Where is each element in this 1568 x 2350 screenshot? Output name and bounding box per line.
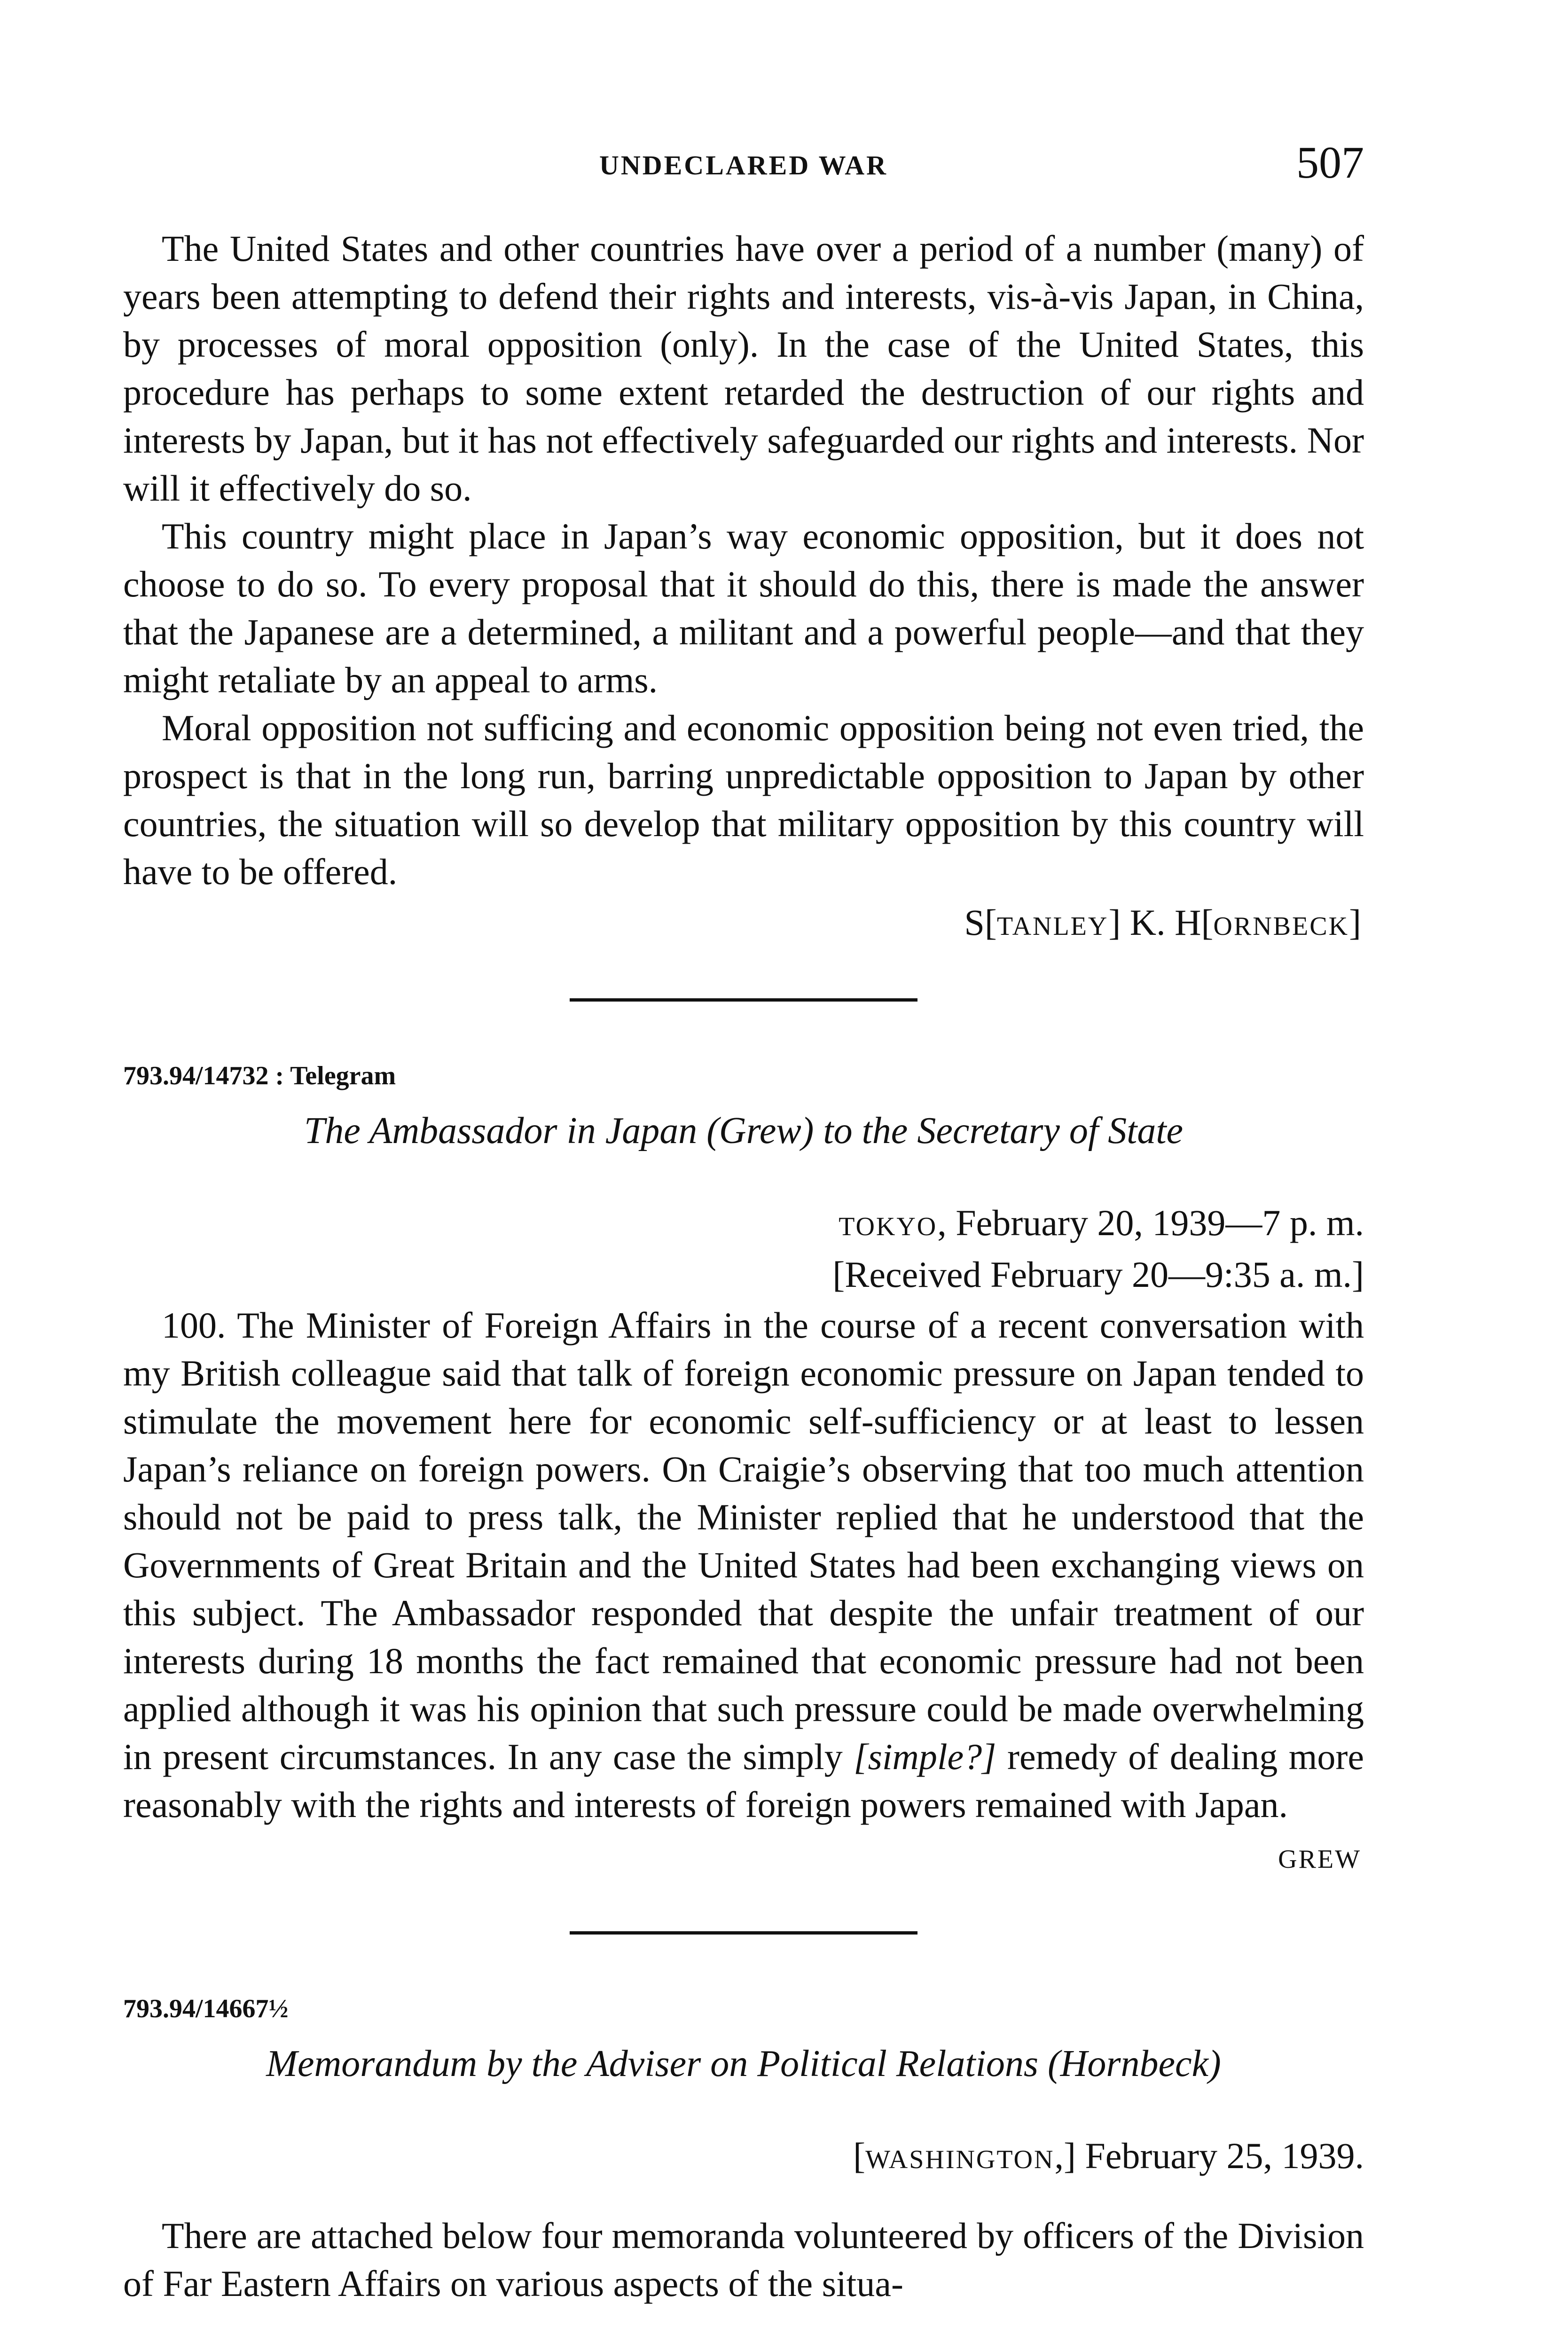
page-body [123, 225, 1364, 2308]
signature-part: ] K. H[ [1108, 902, 1214, 943]
document-title: Memorandum by the Adviser on Political Relations (Hornbeck) [266, 2043, 1221, 2084]
dateline-date: , February 20, 1939—7 p. m. [937, 1202, 1364, 1243]
dateline-place: WASHINGTON [865, 2145, 1055, 2174]
body-paragraph: Moral opposition not sufficing and economic opposition being not even tried, the prospect is that in the long run, barring unpredictable opposition to Japan by other countries, the situation will so develop that military opposition by this country will have to be offered. [123, 707, 1364, 892]
signature-hornbeck [123, 899, 1364, 950]
page-header [123, 136, 1364, 193]
signature-grew [123, 1832, 1364, 1883]
signature-name: GREW [1278, 1845, 1361, 1874]
received-line: [Received February 20—9:35 a. m.] [832, 1254, 1364, 1295]
section-divider [570, 998, 917, 1002]
document-title: The Ambassador in Japan (Grew) to the Secretary of State [304, 1110, 1184, 1152]
body-paragraph: This country might place in Japan’s way economic opposition, but it does not choose to do so. To every proposal that it should do this, there is made the answer that the Japanese are a determined, a militant and a powerful people—and that they might retaliate by an appeal to arms. [123, 516, 1364, 700]
signature-part: ORNBECK [1213, 912, 1349, 941]
dateline-place: TOKYO [839, 1212, 938, 1241]
signature-part: ] [1349, 902, 1361, 943]
running-head: UNDECLARED WAR [599, 150, 888, 180]
dateline [123, 2132, 1364, 2184]
dateline [123, 1199, 1364, 1251]
dateline-bracket: [ [853, 2135, 866, 2176]
page-number: 507 [1296, 137, 1364, 188]
telegram-text: 100. The Minister of Foreign Affairs in the course of a recent conversation with my British colleague said that talk of foreign economic pressure on Japan tended to stimulate the movement here for economic self-sufficiency or at least to lessen Japan’s reliance on foreign powers. On Craigie’s observing that too much attention should not be paid to press talk, the Minister replied that he understood that the Governments of Great Britain and the United States had been exchanging views on this subject. The Ambassador responded that despite the unfair treatment of our interests during 18 months the fact remained that economic pressure had not been applied although it was his opinion that such pressure could be made overwhelming in present circumstances. In any case the simply [123, 1305, 1364, 1777]
telegram-text: remedy of dealing more reasonably with the rights and interests of foreign powers remained with Japan. [123, 1736, 1364, 1825]
editorial-bracket: [simple?] [854, 1736, 996, 1777]
dateline-date: ,] February 25, 1939. [1054, 2135, 1364, 2176]
telegram-paragraph [123, 1301, 1364, 1829]
file-reference: 793.94/14667½ [123, 1994, 289, 2023]
file-reference: 793.94/14732 : Telegram [123, 1061, 396, 1090]
signature-part: S[ [964, 902, 997, 943]
section-divider [570, 1931, 917, 1935]
body-paragraph: There are attached below four memoranda volunteered by officers of the Division of Far Eastern Affairs on various aspects of the situa- [123, 2215, 1364, 2304]
signature-part: TANLEY [996, 912, 1109, 941]
body-paragraph: The United States and other countries have over a period of a number (many) of years been attempting to defend their rights and interests, vis-à-vis Japan, in China, by processes of moral opposition (only). In the case of the United States, this procedure has perhaps to some extent retarded the destruction of our rights and interests by Japan, but it has not effectively safeguarded our rights and interests. Nor will it effectively do so. [123, 228, 1364, 509]
